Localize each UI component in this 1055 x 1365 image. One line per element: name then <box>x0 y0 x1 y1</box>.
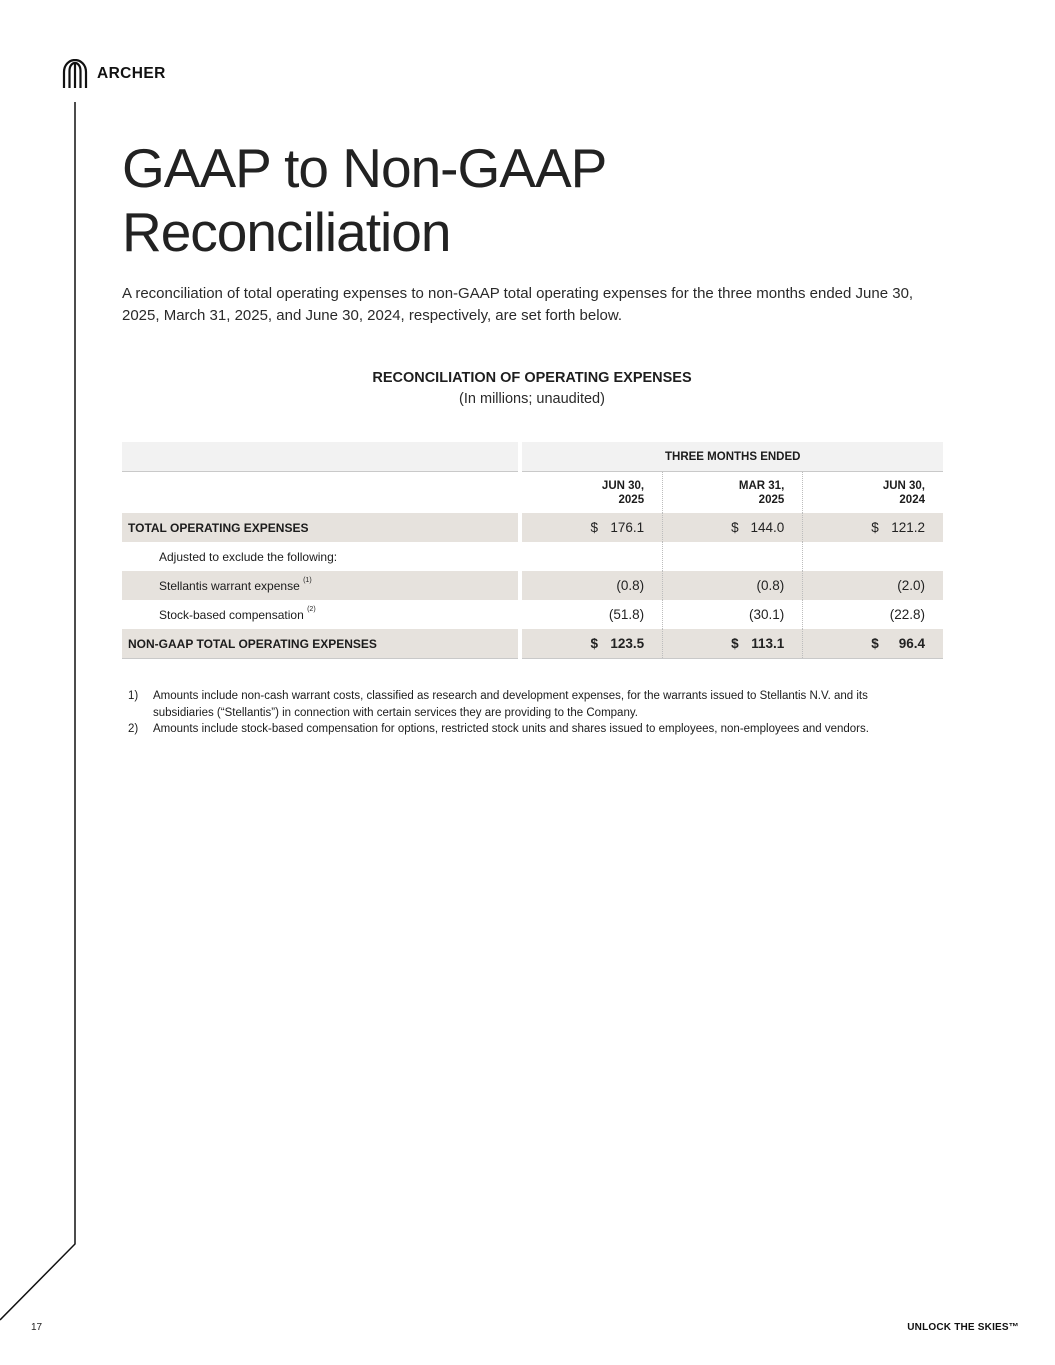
row-label: TOTAL OPERATING EXPENSES <box>122 513 518 542</box>
row-label: Stock-based compensation $^{(2)}$ <box>159 605 316 622</box>
page-title <box>122 136 606 264</box>
brand-logo <box>62 59 166 89</box>
footnotes <box>128 688 918 738</box>
column-header: JUN 30, 2025 <box>522 472 662 514</box>
table-cell: $ 176.1 <box>522 513 662 542</box>
table-cell: (0.8) <box>522 571 662 600</box>
table-row <box>122 513 943 542</box>
table-cell: (51.8) <box>522 600 662 629</box>
column-header: MAR 31, 2025 <box>663 472 803 514</box>
intro-paragraph: A reconciliation of total operating expenses to non-GAAP total operating expenses for the three months ended June 30, 2025, March 31, 2025, and June 30, 2024, respectively, are set forth below. <box>122 285 914 324</box>
page-title-line-2: Reconciliation <box>122 201 451 263</box>
table-group-header-row <box>122 442 943 472</box>
table-cell: $ 113.1 <box>663 629 803 659</box>
page-number: 17 <box>31 1322 43 1333</box>
table-cell: $ 96.4 <box>803 629 943 659</box>
table-column-header-row <box>122 472 943 514</box>
row-label: Adjusted to exclude the following: <box>159 549 338 564</box>
table-title: RECONCILIATION OF OPERATING EXPENSES <box>372 370 692 386</box>
table-cell: (30.1) <box>663 600 803 629</box>
row-label: NON-GAAP TOTAL OPERATING EXPENSES <box>122 629 518 659</box>
table-row <box>122 571 943 600</box>
archer-arch-icon <box>62 59 88 89</box>
table-row <box>122 600 943 629</box>
footer-tagline: UNLOCK THE SKIES™ <box>907 1322 1019 1333</box>
page-title-line-1: GAAP to Non-GAAP <box>122 137 607 199</box>
table-cell: (0.8) <box>663 571 803 600</box>
group-header: THREE MONTHS ENDED <box>522 442 943 472</box>
brand-name: ARCHER <box>97 65 166 82</box>
side-accent-line <box>0 0 80 1365</box>
table-row <box>122 542 943 571</box>
table-cell: (2.0) <box>803 571 943 600</box>
table-cell: $ 144.0 <box>663 513 803 542</box>
table-subtitle: (In millions; unaudited) <box>459 391 605 407</box>
table-cell: $ 123.5 <box>522 629 662 659</box>
table-row <box>122 629 943 659</box>
footnote: 2) Amounts include stock-based compensation for options, restricted stock units and shares issued to employees, non-employees and vendors. <box>128 723 869 735</box>
row-label: Stellantis warrant expense $^{(1)}$ <box>122 571 518 600</box>
column-header: JUN 30, 2024 <box>882 479 925 506</box>
reconciliation-table <box>122 442 943 659</box>
table-cell: (22.8) <box>889 607 925 622</box>
footnote: 1) Amounts include non-cash warrant costs, classified as research and development expenses, for the warrants issued to Stellantis N.V. and its subsidiaries (“Stellantis”) in connection with certain services they are providing to the Company. <box>128 690 868 719</box>
table-cell: $ 121.2 <box>803 513 943 542</box>
